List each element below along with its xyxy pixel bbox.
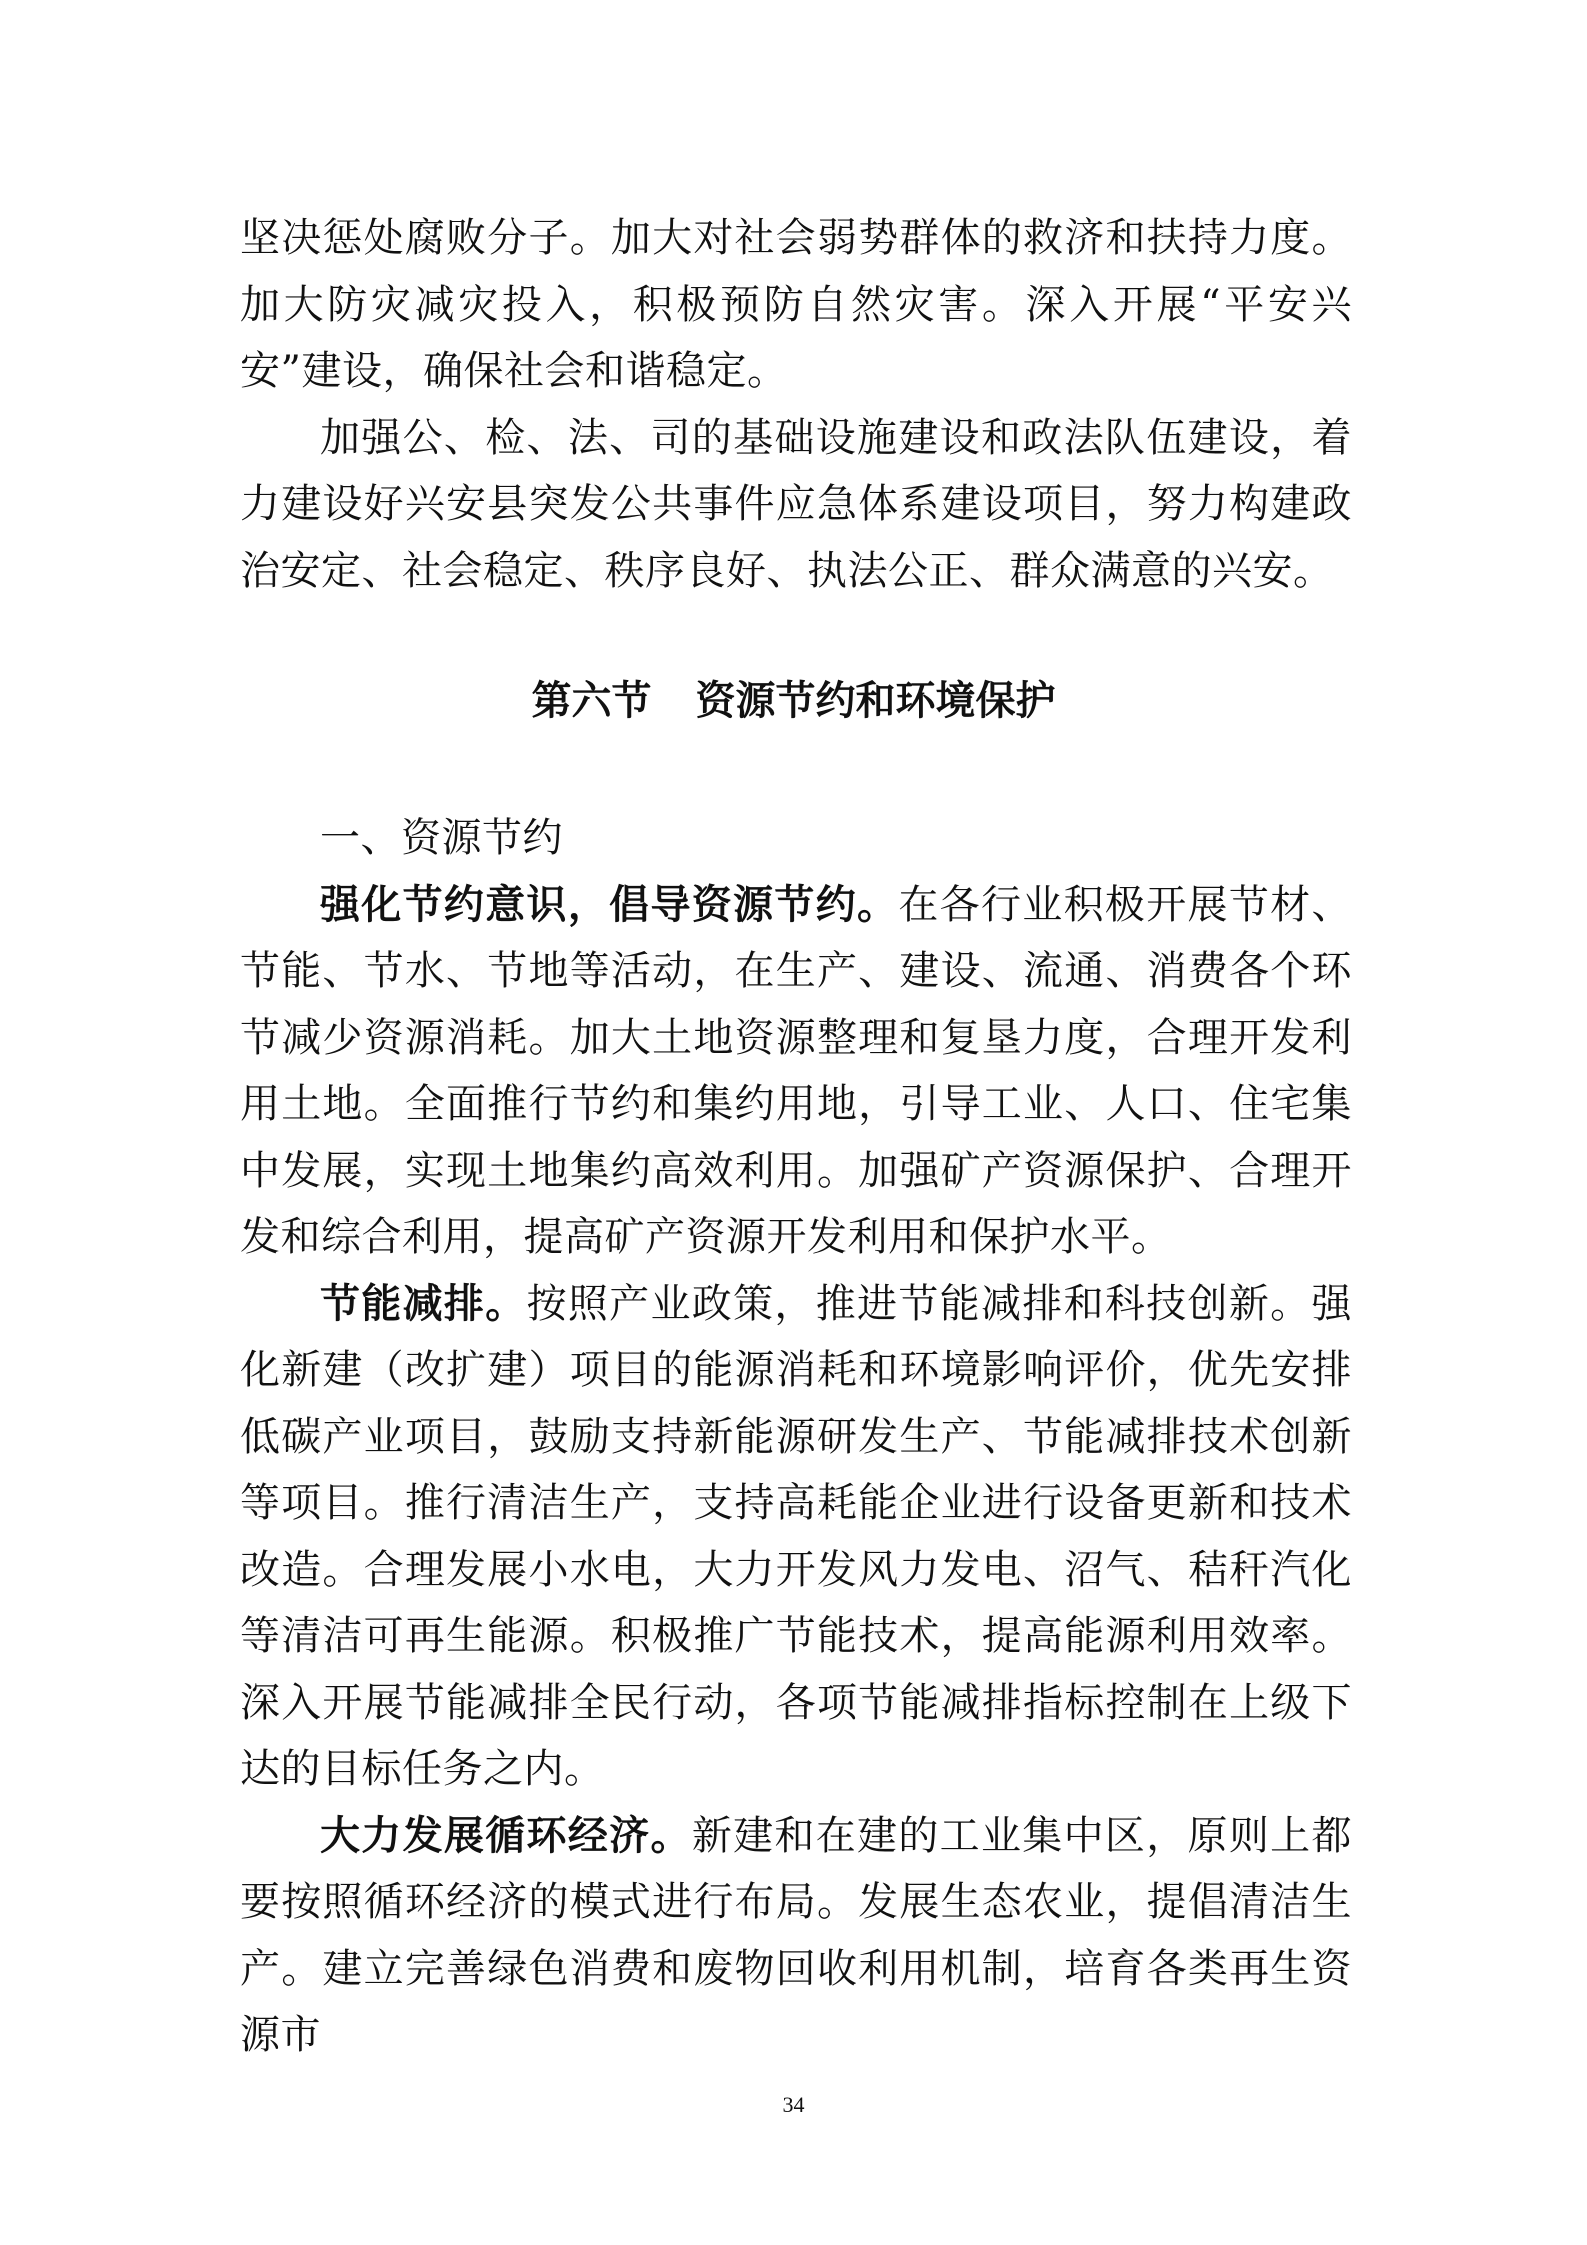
section-heading bbox=[0, 668, 1587, 734]
section-title: 资源节约和环境保护 bbox=[695, 678, 1056, 724]
page-number: 34 bbox=[782, 2092, 805, 2117]
paragraph-resource-saving bbox=[240, 872, 1352, 1271]
paragraph-body: 在各行业积极开展节材、节能、节水、节地等活动，在生产、建设、流通、消费各个环节减少资源消耗。加大土地资源整理和复垦力度，合理开发利用土地。全面推行节约和集约用地，引导工业、人口、住宅集中发展，实现土地集约高效利用。加强矿产资源保护、合理开发和综合利用，提高矿产资源开发利用和保护水平。 bbox=[240, 881, 1352, 1260]
paragraph-lead: 强化节约意识，倡导资源节约。 bbox=[320, 880, 899, 928]
paragraph-circular-economy bbox=[240, 1803, 1352, 2069]
paragraph-energy-saving bbox=[240, 1271, 1352, 1803]
main-text-block bbox=[240, 805, 1352, 2069]
section-number: 第六节 bbox=[531, 678, 652, 724]
paragraph-lead: 大力发展循环经济。 bbox=[320, 1811, 692, 1859]
paragraph-lead: 节能减排。 bbox=[320, 1279, 527, 1327]
paragraph-body: 新建和在建的工业集中区，原则上都要按照循环经济的模式进行布局。发展生态农业，提倡清洁生产。建立完善绿色消费和废物回收利用机制，培育各类再生资源市 bbox=[240, 1812, 1352, 2058]
paragraph-body: 按照产业政策，推进节能减排和科技创新。强化新建（改扩建）项目的能源消耗和环境影响评价，优先安排低碳产业项目，鼓励支持新能源研发生产、节能减排技术创新等项目。推行清洁生产，支持高耗能企业进行设备更新和技术改造。合理发展小水电，大力开发风力发电、沼气、秸秆汽化等清洁可再生能源。积极推广节能技术，提高能源利用效率。深入开展节能减排全民行动，各项节能减排指标控制在上级下达的目标任务之内。 bbox=[240, 1280, 1352, 1792]
continued-paragraph: 坚决惩处腐败分子。加大对社会弱势群体的救济和扶持力度。加大防灾减灾投入，积极预防自然灾害。深入开展“平安兴安”建设，确保社会和谐稳定。 bbox=[240, 215, 1352, 394]
top-text-block bbox=[240, 205, 1352, 604]
subheading: 一、资源节约 bbox=[320, 815, 563, 861]
paragraph-public-security: 加强公、检、法、司的基础设施建设和政法队伍建设，着力建设好兴安县突发公共事件应急体系建设项目，努力构建政治安定、社会稳定、秩序良好、执法公正、群众满意的兴安。 bbox=[240, 414, 1352, 594]
